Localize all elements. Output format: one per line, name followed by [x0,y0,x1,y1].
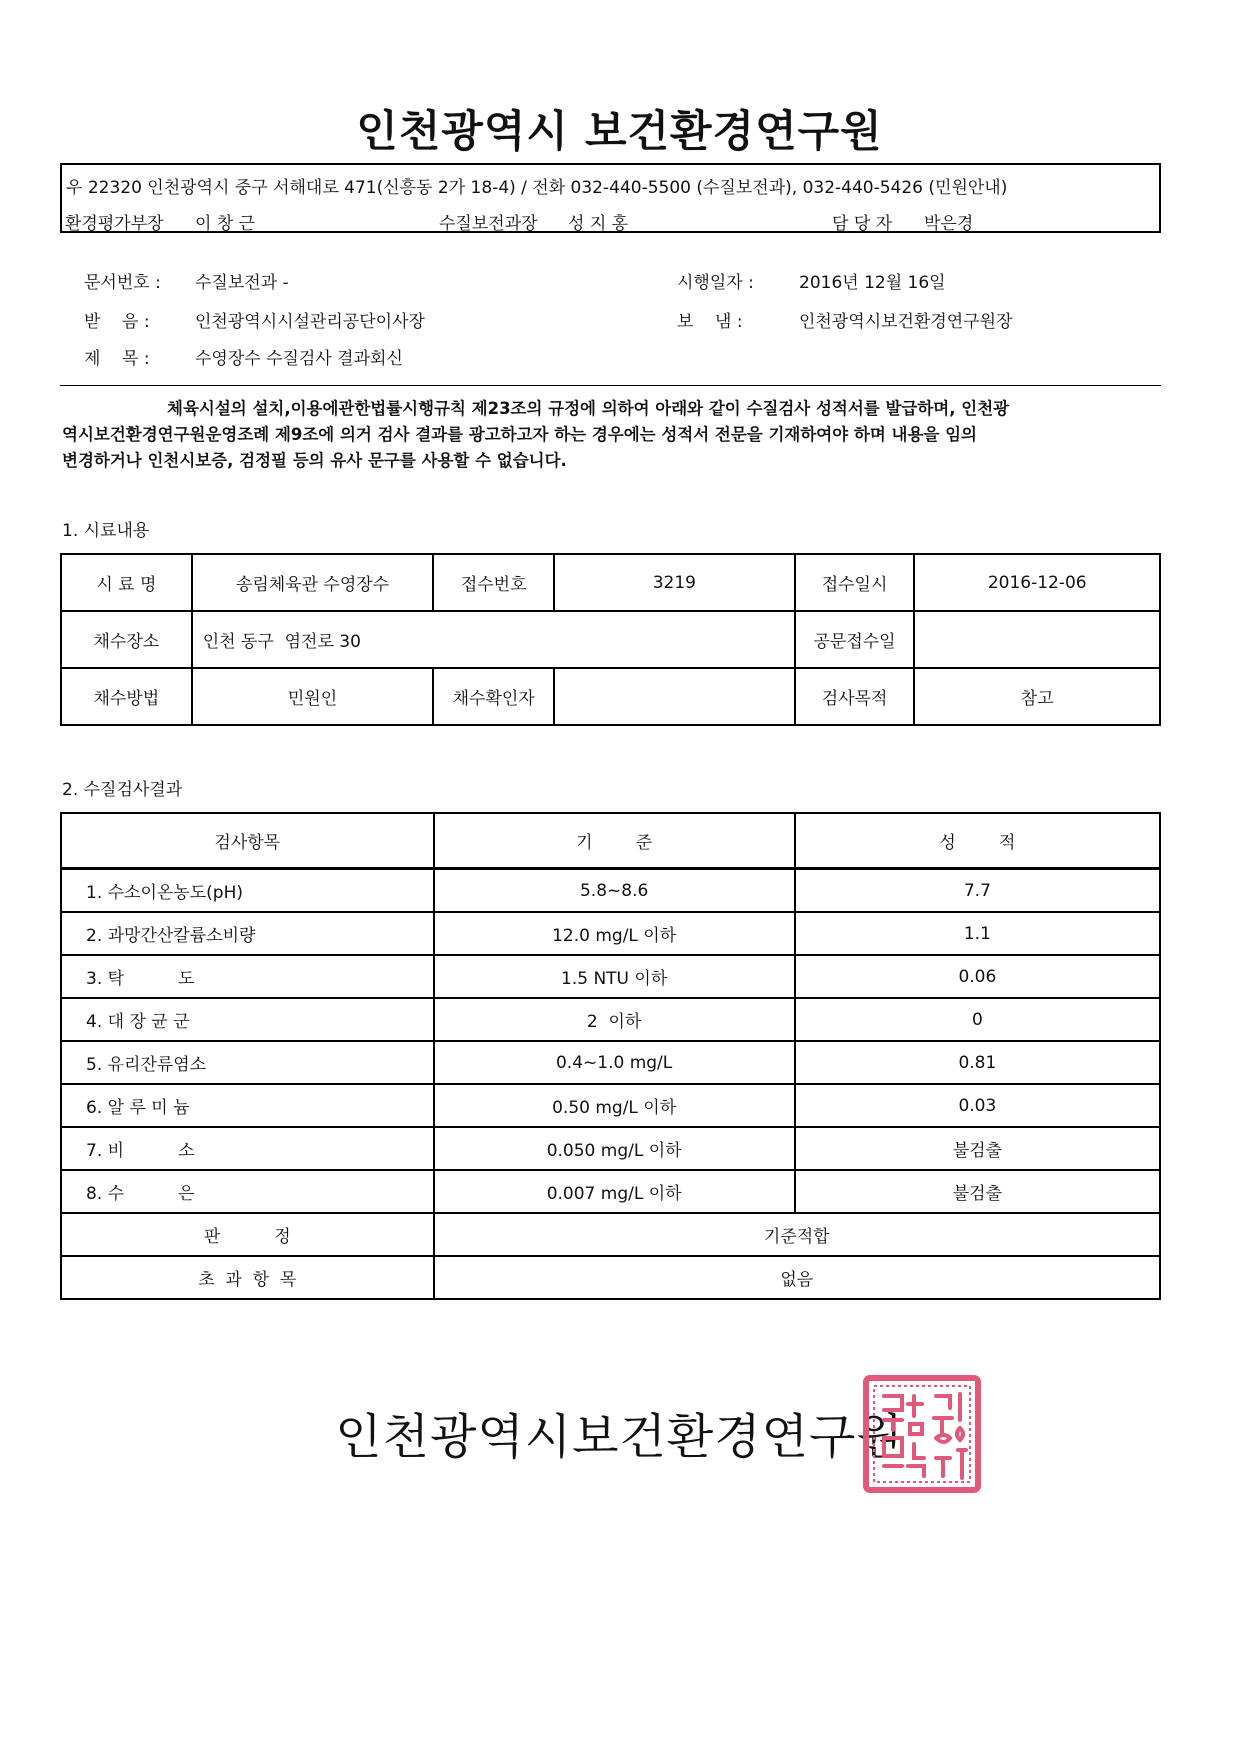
table-row [61,955,1160,998]
official-receipt-value [914,611,1160,668]
address-box [60,163,1161,233]
result-value: 불검출 [795,1170,1160,1213]
staff-role-2: 수질보전과장 [439,214,538,234]
standard-value: 5.8~8.6 [434,869,795,913]
result-value: 0 [795,998,1160,1041]
receipt-date-label: 접수일시 [795,554,915,611]
test-item: 2. 과망간산칼륨소비량 [61,912,434,955]
receipt-number-value: 3219 [554,554,795,611]
test-item: 7. 비 소 [61,1127,434,1170]
subject-value: 수영장수 수질검사 결과회신 [195,349,403,369]
standard-value: 0.050 mg/L 이하 [434,1127,795,1170]
standard-value: 1.5 NTU 이하 [434,955,795,998]
notice-line-2: 역시보건환경연구원운영조례 제9조에 의거 검사 결과를 광고하고자 하는 경우에는 성적서 전문을 기재하여야 하며 내용을 임의 [62,425,977,444]
test-item: 5. 유리잔류염소 [61,1041,434,1084]
table-row [61,1127,1160,1170]
official-seal-icon [862,1374,982,1494]
table-row [61,869,1160,913]
page-title: 인천광역시 보건환경연구원 [356,107,883,157]
sender-label: 보 냄 : [677,312,743,332]
exceed-row [61,1256,1160,1299]
receipt-date-value: 2016-12-06 [914,554,1160,611]
exceed-items-value: 없음 [434,1256,1160,1299]
subject-label: 제 목 : [84,349,150,369]
test-purpose-value: 참고 [914,668,1160,725]
header-result: 성 적 [795,813,1160,869]
staff-name-3: 박은경 [924,214,974,234]
standard-value: 12.0 mg/L 이하 [434,912,795,955]
sender-value: 인천광역시보건환경연구원장 [799,312,1013,332]
judgement-row [61,1213,1160,1256]
address-line: 우 22320 인천광역시 중구 서해대로 471(신흥동 2가 18-4) / 전화 032-440-5500 (수질보전과), 032-440-5426 (민원안내) [66,178,1008,198]
doc-number-value: 수질보전과 - [195,273,289,293]
result-value: 0.03 [795,1084,1160,1127]
test-item: 3. 탁 도 [61,955,434,998]
table-row [61,998,1160,1041]
table-row [61,912,1160,955]
sample-section-title: 1. 시료내용 [62,521,150,541]
standard-value: 0.4~1.0 mg/L [434,1041,795,1084]
recipient-label: 받 음 : [84,312,150,332]
table-row [61,1084,1160,1127]
sample-name-value: 송림체육관 수영장수 [192,554,434,611]
notice-line-3: 변경하거나 인천시보증, 검정필 등의 유사 문구를 사용할 수 없습니다. [62,451,567,470]
results-section-title: 2. 수질검사결과 [62,780,183,800]
receipt-number-label: 접수번호 [433,554,554,611]
notice-text [62,396,1162,474]
test-item: 8. 수 은 [61,1170,434,1213]
doc-date-value: 2016년 12월 16일 [799,273,946,293]
sampling-location-value: 인천 동구 염전로 30 [192,611,795,668]
staff-name-2: 성 지 홍 [568,214,629,234]
recipient-value: 인천광역시시설관리공단이사장 [195,312,425,332]
result-value: 1.1 [795,912,1160,955]
standard-value: 2 이하 [434,998,795,1041]
table-row [61,1170,1160,1213]
sample-name-label: 시 료 명 [61,554,192,611]
test-item: 4. 대 장 균 군 [61,998,434,1041]
staff-name-1: 이 창 근 [195,214,256,234]
test-item: 6. 알 루 미 늄 [61,1084,434,1127]
standard-value: 0.007 mg/L 이하 [434,1170,795,1213]
test-item: 1. 수소이온농도(pH) [61,869,434,913]
issuer-name: 인천광역시보건환경연구원 [335,1409,904,1465]
staff-role-3: 담 당 자 [832,214,893,234]
official-receipt-label: 공문접수일 [795,611,915,668]
judgement-value: 기준적합 [434,1213,1160,1256]
standard-value: 0.50 mg/L 이하 [434,1084,795,1127]
exceed-items-label: 초 과 항 목 [61,1256,434,1299]
sample-table [60,553,1161,726]
header-test-item: 검사항목 [61,813,434,869]
judgement-label: 판 정 [61,1213,434,1256]
header-standard: 기 준 [434,813,795,869]
sampling-confirmer-label: 채수확인자 [433,668,554,725]
result-value: 불검출 [795,1127,1160,1170]
test-purpose-label: 검사목적 [795,668,915,725]
sampling-method-label: 채수방법 [61,668,192,725]
notice-line-1: 체육시설의 설치,이용에관한법률시행규칙 제23조의 규정에 의하여 아래와 같이 수질검사 성적서를 발급하며, 인천광 [167,399,1010,418]
result-value: 0.81 [795,1041,1160,1084]
doc-number-label: 문서번호 : [84,273,161,293]
table-row [61,1041,1160,1084]
sampling-location-label: 채수장소 [61,611,192,668]
divider [60,385,1161,386]
staff-role-1: 환경평가부장 [65,214,164,234]
doc-date-label: 시행일자 : [677,273,754,293]
results-table [60,812,1161,1300]
result-value: 7.7 [795,869,1160,913]
sampling-confirmer-value [554,668,795,725]
result-value: 0.06 [795,955,1160,998]
sampling-method-value: 민원인 [192,668,434,725]
